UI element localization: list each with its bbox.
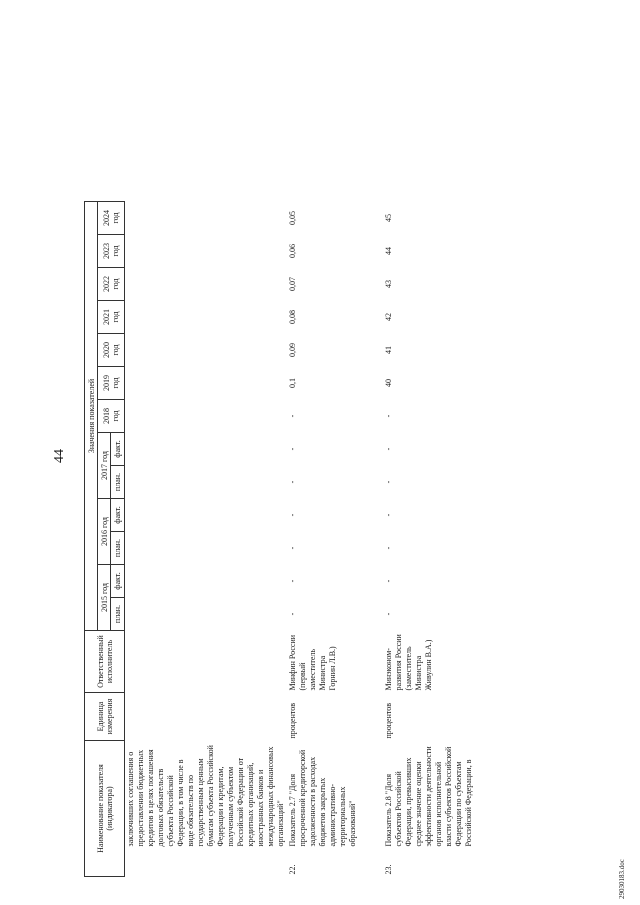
value-cell: 41 xyxy=(384,346,393,354)
value-cell: - xyxy=(288,414,297,418)
value-cell: 40 xyxy=(384,379,393,387)
table-row xyxy=(125,202,288,877)
header-year-2019: 2019 год xyxy=(98,367,125,400)
row-number xyxy=(125,849,288,877)
value-cell: 45 xyxy=(384,214,393,222)
indicator-name: заключивших соглашения о предоставлении бюджетных кредитов в целях погашения долговых обязательств субъекта Российской Федерации, в том числе в виде обязательств по государственным ценным бумагам субъекта Российской Федерации и кредитам, полученным субъектом Российской Федерации от кредитных организаций, иностранных банков и международных финансовых организаций" xyxy=(126,745,285,847)
table-row xyxy=(287,202,383,877)
value-cell: 0,1 xyxy=(288,378,297,388)
value-cell: - xyxy=(288,480,297,484)
header-year-2015: 2015 год xyxy=(98,565,111,631)
header-year-2017: 2017 год xyxy=(98,433,111,499)
value-cell xyxy=(125,565,288,598)
header-responsible: Ответственный исполнитель xyxy=(85,631,125,693)
indicator-name: Показатель 2.8 "Доля субъектов Российской Федерации, превысивших среднее значение оценки эффективности деятельности органов исполнительной власти субъектов Российской Федерации по субъектам Российской Федерации, в xyxy=(384,746,473,847)
header-year-2024: 2024 год xyxy=(98,202,125,235)
value-cell: - xyxy=(384,513,393,517)
responsible-cell: Минфин России (первый заместитель Министра Горнин Л.В.) xyxy=(288,634,337,691)
header-year-2023: 2023 год xyxy=(98,235,125,268)
value-cell: - xyxy=(384,546,393,550)
value-cell xyxy=(125,334,288,367)
value-cell xyxy=(125,400,288,433)
document-filename: 29030183.doc xyxy=(618,859,626,899)
value-cell xyxy=(125,466,288,499)
value-cell: 0,09 xyxy=(288,343,297,357)
value-cell xyxy=(125,598,288,631)
header-year-2020: 2020 год xyxy=(98,334,125,367)
value-cell: - xyxy=(288,546,297,550)
value-cell: 42 xyxy=(384,313,393,321)
indicator-name: Показатель 2.7 "Доля просроченной кредиторской задолженности в расходах бюджетов закрытых административно-территориальных образований" xyxy=(288,749,357,847)
header-fact-2015: факт. xyxy=(111,565,125,598)
value-cell xyxy=(125,367,288,400)
value-cell xyxy=(125,268,288,301)
value-cell: - xyxy=(384,579,393,583)
header-year-2022: 2022 год xyxy=(98,268,125,301)
unit-cell: процентов xyxy=(384,702,393,739)
unit-cell: процентов xyxy=(288,702,297,739)
value-cell: 43 xyxy=(384,280,393,288)
header-plan-2016: план. xyxy=(111,532,125,565)
value-cell: 0,08 xyxy=(288,310,297,324)
value-cell: - xyxy=(384,447,393,451)
value-cell: - xyxy=(288,513,297,517)
header-fact-2017: факт. xyxy=(111,433,125,466)
row-number: 22. xyxy=(288,864,297,875)
header-name: Наименование показателя (индикатора) xyxy=(85,741,125,877)
unit-cell xyxy=(125,693,288,741)
value-cell: - xyxy=(288,447,297,451)
header-plan-2017: план. xyxy=(111,466,125,499)
value-cell: - xyxy=(384,414,393,418)
value-cell: - xyxy=(384,480,393,484)
header-year-2018: 2018 год xyxy=(98,400,125,433)
value-cell: - xyxy=(288,579,297,583)
value-cell: 0,05 xyxy=(288,211,297,225)
header-unit: Единица измерения xyxy=(85,693,125,741)
header-year-2021: 2021 год xyxy=(98,301,125,334)
value-cell: 0,06 xyxy=(288,244,297,258)
value-cell: 0,07 xyxy=(288,277,297,291)
value-cell: 44 xyxy=(384,247,393,255)
value-cell xyxy=(125,433,288,466)
responsible-cell: Минэконом-развития России (заместитель Министра Живулин В.А.) xyxy=(384,634,433,691)
value-cell xyxy=(125,235,288,268)
value-cell: - xyxy=(384,612,393,616)
header-values-group: Значения показателей xyxy=(85,202,98,631)
table-row xyxy=(383,202,493,877)
value-cell xyxy=(125,202,288,235)
value-cell xyxy=(125,301,288,334)
indicators-table xyxy=(84,201,493,877)
value-cell: - xyxy=(288,612,297,616)
header-fact-2016: факт. xyxy=(111,499,125,532)
header-plan-2015: план. xyxy=(111,598,125,631)
row-number: 23. xyxy=(384,864,393,875)
value-cell xyxy=(125,499,288,532)
responsible-cell xyxy=(125,631,288,693)
page-number: 44 xyxy=(52,449,67,463)
value-cell xyxy=(125,532,288,565)
header-year-2016: 2016 год xyxy=(98,499,111,565)
